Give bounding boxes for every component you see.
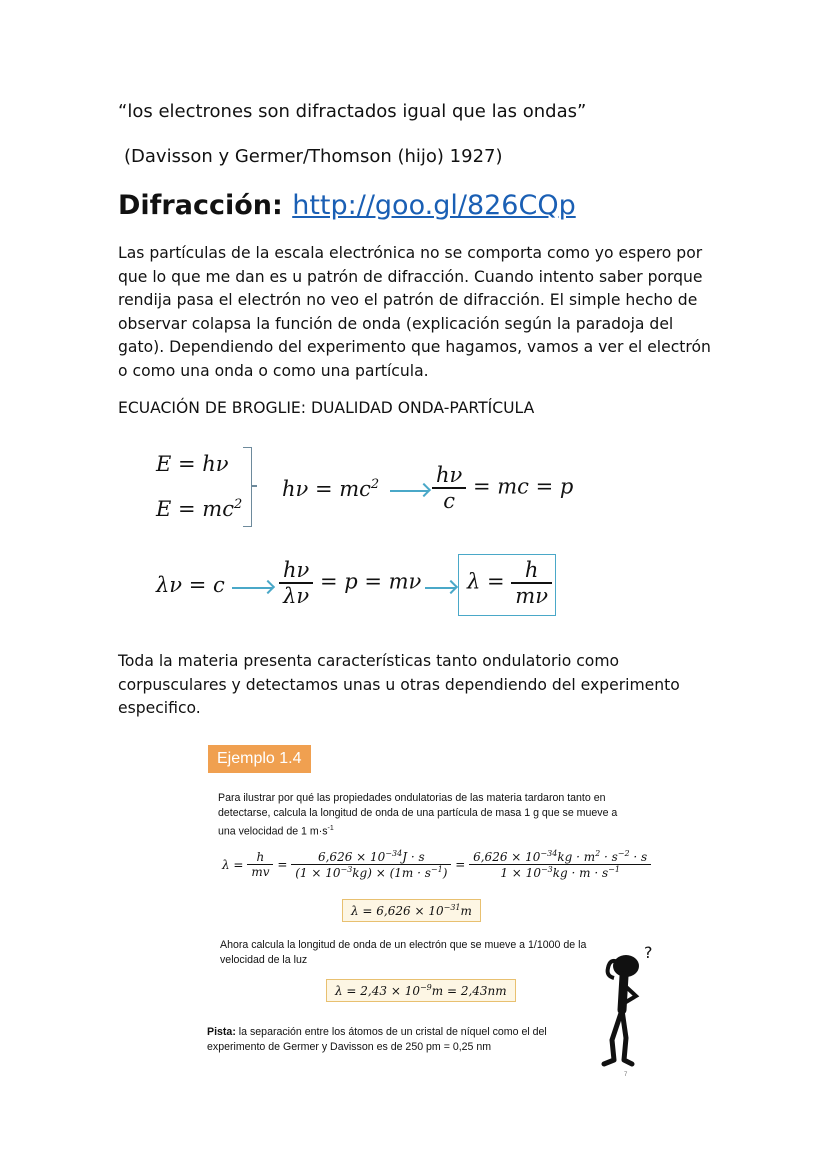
fraction-numerator xyxy=(314,849,429,864)
difraccion-link[interactable]: http://goo.gl/826CQp xyxy=(292,190,576,221)
exponent: −34 xyxy=(385,849,403,858)
equation-mc-p: = mc = p xyxy=(472,474,574,499)
equation-p-mv: = p = mν xyxy=(319,569,422,594)
fraction-denominator: mv xyxy=(251,865,270,879)
hint-label: Pista: xyxy=(207,1026,236,1038)
num2: 6,626 × 10 xyxy=(473,850,541,864)
heading-label: Difracción: xyxy=(118,190,283,221)
equation-hv-mc2-text: hν = mc xyxy=(282,477,371,501)
num2-rest: · s xyxy=(600,850,618,864)
den1-rest: kg) × (1m · s xyxy=(352,866,431,880)
brace-tick xyxy=(251,485,257,487)
fraction-denominator: mν xyxy=(515,583,548,608)
example-hint xyxy=(207,1025,592,1055)
broglie-title: ECUACIÓN DE BROGLIE: DUALIDAD ONDA-PARTÍCULA xyxy=(118,399,535,417)
question-mark: ? xyxy=(644,943,653,962)
exponent: −1 xyxy=(608,865,620,874)
equation-hv-mc2 xyxy=(282,477,379,501)
question-1-text: Para ilustrar por qué las propiedades ondulatorias de las materia tardaron tanto en detectarse, calcula la longitud de onda de una partícula de masa 1 g que se mueve a una velocidad de 1 m·s xyxy=(218,792,618,838)
exponent: −1 xyxy=(430,865,443,874)
fraction xyxy=(279,558,313,608)
den2-unit: kg · m · s xyxy=(552,866,609,880)
fraction xyxy=(432,463,466,513)
section-heading xyxy=(118,190,576,221)
calc-lhs: λ = xyxy=(222,857,244,872)
den1-close: ) xyxy=(442,866,448,880)
exponent: −3 xyxy=(340,865,353,874)
arrow-right-icon xyxy=(390,490,428,492)
arrow-right-icon xyxy=(425,587,455,589)
equation-e-hv: E = hν xyxy=(156,452,229,476)
equals-sign: = xyxy=(277,857,288,872)
exponent: 2 xyxy=(595,849,601,858)
equals-sign: = xyxy=(455,857,466,872)
num2-unit: kg · m xyxy=(557,850,596,864)
result-2-unit: m = 2,43nm xyxy=(431,984,507,998)
result-1-value: λ = 6,626 × 10 xyxy=(351,904,444,918)
result-box-1 xyxy=(342,899,481,922)
num1: 6,626 × 10 xyxy=(317,850,386,864)
fraction-denominator: λν xyxy=(283,583,310,608)
num1-unit: J · s xyxy=(402,850,425,864)
fraction-denominator: c xyxy=(443,488,456,513)
equation-e-mc2 xyxy=(156,497,242,521)
fraction-values-1 xyxy=(291,849,451,880)
fraction xyxy=(511,558,552,608)
fraction-values-2 xyxy=(469,849,651,880)
thinking-figure-icon xyxy=(596,940,666,1070)
exponent: −2 xyxy=(617,849,630,858)
exponent: 2 xyxy=(370,477,380,492)
exponent: −34 xyxy=(540,849,558,858)
equation-e-mc2-text: E = mc xyxy=(156,497,234,521)
lambda-equals: λ = xyxy=(467,569,505,594)
equation-hv-over-lambda-nu xyxy=(279,558,421,608)
fraction-numerator: h xyxy=(524,558,539,582)
result-1-unit: m xyxy=(460,904,472,918)
den1: (1 × 10 xyxy=(295,866,341,880)
page-number: 7 xyxy=(624,1072,628,1078)
num2-end: · s xyxy=(629,850,648,864)
brace-bracket xyxy=(243,447,252,527)
paragraph-intro: Las partículas de la escala electrónica no se comporta como yo espero por que lo que me dan es u patrón de difracción. Cuando intento saber porque rendija pasa el electrón no veo el patrón de difracción. El simple hecho de observar colapsa la función de onda (explicación según la paradoja del gato). Dependiendo del experimento que hagamos, vamos a ver el electrón o como una onda o como una partícula. xyxy=(118,244,711,380)
fraction-numerator: hν xyxy=(283,558,310,582)
exponent: 2 xyxy=(233,497,243,512)
exponent: −3 xyxy=(540,865,553,874)
fraction-numerator: hν xyxy=(436,463,463,487)
fraction-h-mv xyxy=(247,850,273,879)
exponent: -1 xyxy=(327,825,334,832)
paragraph-conclusion: Toda la materia presenta características tanto ondulatorio como corpusculares y detectamos unas u otras dependiendo del experimento especifico. xyxy=(118,652,680,718)
exponent: −31 xyxy=(443,903,461,912)
citation: (Davisson y Germer/Thomson (hijo) 1927) xyxy=(124,146,503,167)
example-badge: Ejemplo 1.4 xyxy=(208,745,311,773)
equation-lambda-nu-c: λν = c xyxy=(156,573,225,597)
arrow-right-icon xyxy=(232,587,272,589)
equation-lambda-h-mv xyxy=(467,558,552,608)
fraction-denominator xyxy=(496,865,624,880)
hint-text: la separación entre los átomos de un cristal de níquel como el del experimento de Germer y Davisson es de 250 pm = 0,25 nm xyxy=(207,1026,547,1053)
den2: 1 × 10 xyxy=(500,866,541,880)
fraction-denominator xyxy=(291,865,451,880)
result-box-2 xyxy=(326,979,516,1002)
quote: “los electrones son difractados igual que las ondas” xyxy=(118,101,587,122)
equation-hv-over-c xyxy=(432,463,573,513)
fraction-numerator: h xyxy=(256,850,265,864)
exponent: −9 xyxy=(419,983,432,992)
example-question-2: Ahora calcula la longitud de onda de un electrón que se mueve a 1/1000 de la velocidad de la luz xyxy=(220,939,587,966)
fraction-numerator xyxy=(469,849,651,864)
result-2-value: λ = 2,43 × 10 xyxy=(335,984,420,998)
example-question-1 xyxy=(218,791,630,840)
example-calculation xyxy=(222,849,651,880)
